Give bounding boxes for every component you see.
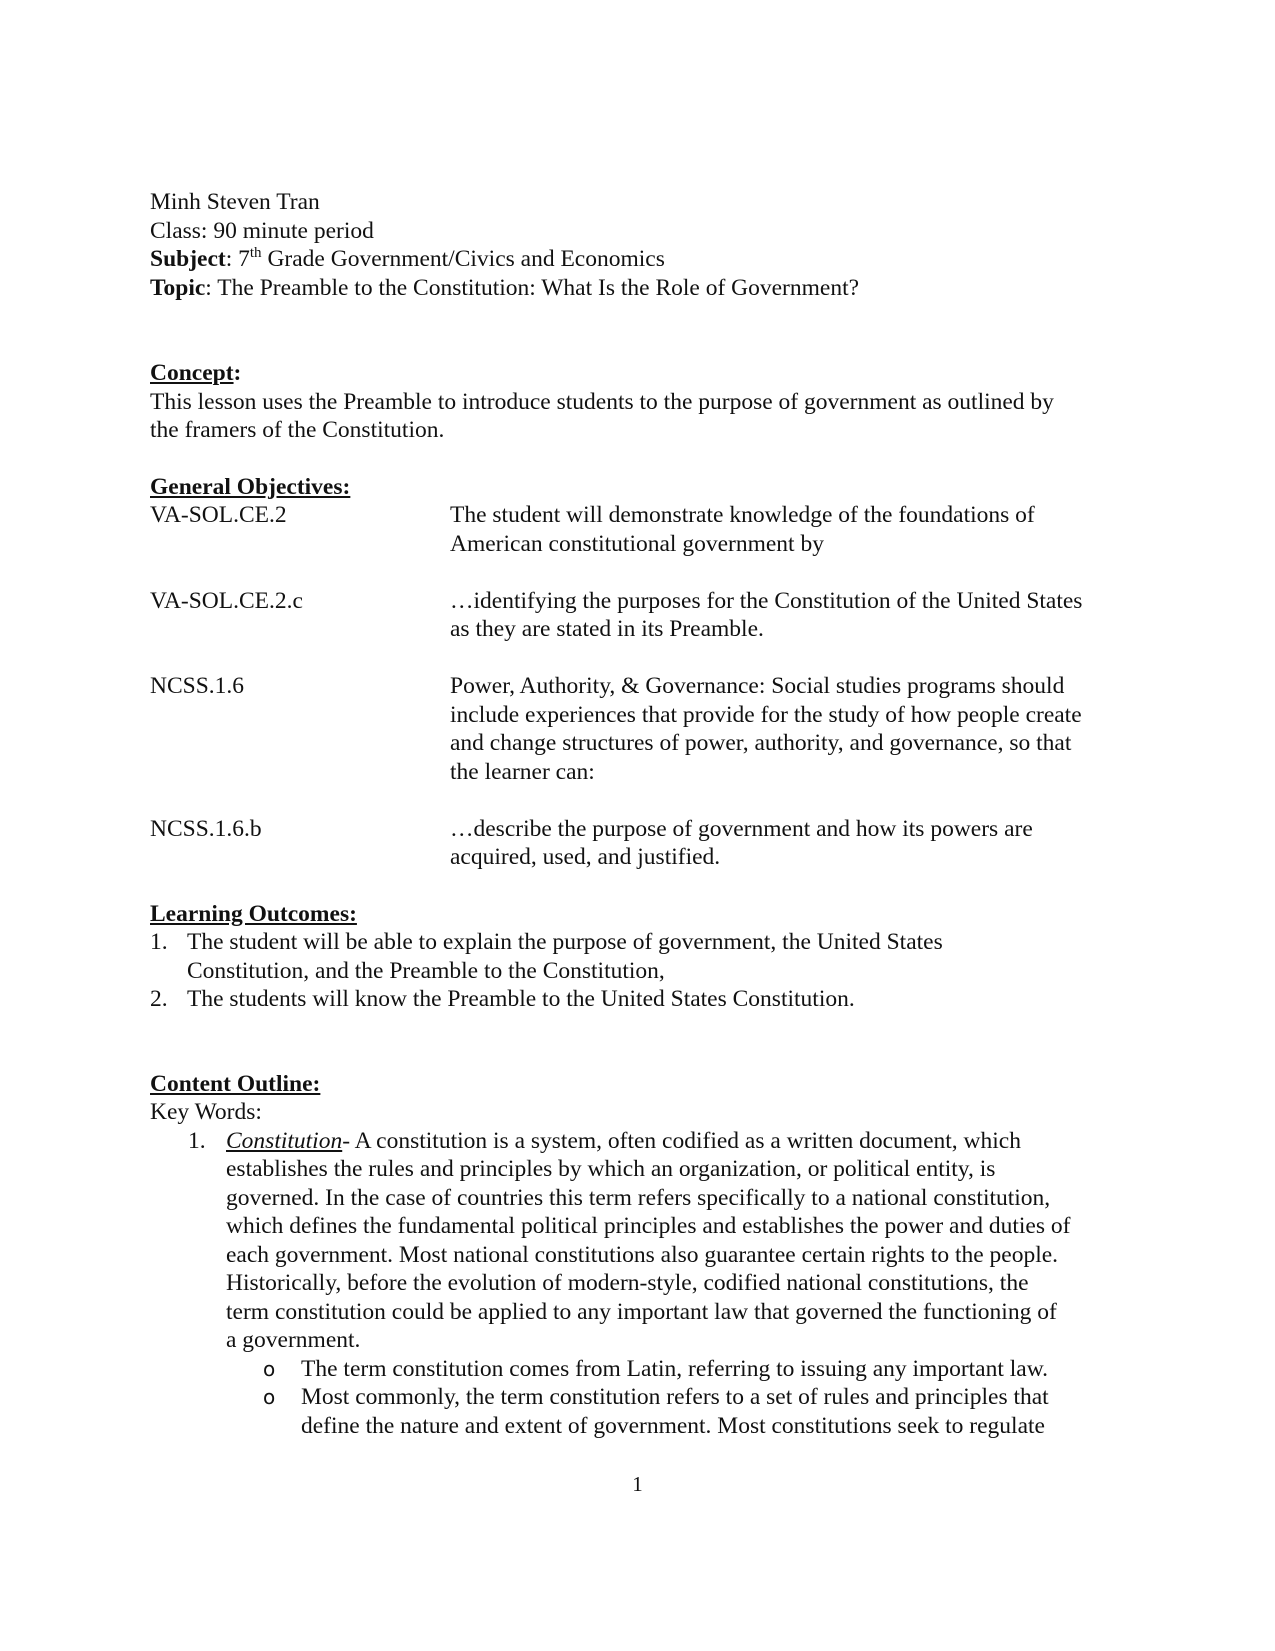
concept-heading: Concept	[150, 360, 234, 386]
concept-heading-colon: :	[233, 360, 242, 386]
objective-row	[150, 672, 1140, 786]
sub-bullet-item	[263, 1355, 1140, 1384]
definition-line: term constitution could be applied to any important law that governed the functioning of	[226, 1298, 1057, 1325]
objective-text	[450, 672, 1140, 786]
subject-label: Subject	[150, 246, 226, 272]
objective-code: VA-SOL.CE.2.c	[150, 587, 303, 614]
key-word-number: 1.	[188, 1127, 206, 1154]
objective-text-line: acquired, used, and justified.	[450, 844, 721, 870]
objective-text-line: Power, Authority, & Governance: Social studies programs should	[450, 673, 1065, 699]
objective-code: NCSS.1.6.b	[150, 815, 262, 842]
list-item-line: The student will be able to explain the purpose of government, the United States	[187, 929, 943, 955]
objective-text-line: the learner can:	[450, 758, 595, 785]
objective-text	[450, 501, 1140, 558]
objective-text-line: as they are stated in its Preamble.	[450, 616, 764, 642]
topic-label: Topic	[150, 274, 206, 301]
list-item-number: 1.	[150, 929, 168, 955]
subject-grade-number: 7	[238, 246, 250, 272]
objective-text-line: and change structures of power, authority, and governance, so that	[450, 730, 1072, 756]
page-number: 1	[632, 1472, 643, 1496]
key-words-label: Key Words:	[150, 1099, 262, 1125]
list-item-line: Constitution, and the Preamble to the Constitution,	[187, 957, 665, 984]
objective-text-line: include experiences that provide for the study of how people create	[450, 701, 1082, 728]
key-word-term: Constitution	[226, 1127, 343, 1154]
key-word-first-line	[226, 1127, 1140, 1156]
learning-outcomes-list	[150, 928, 1140, 1014]
list-item	[150, 928, 1140, 985]
bullet-glyph: o	[263, 1385, 276, 1409]
bullet-glyph: o	[263, 1356, 276, 1381]
definition-line: establishes the rules and principles by which an organization, or political entity, is	[226, 1156, 996, 1182]
definition-line: a government.	[226, 1327, 361, 1353]
objective-text-line: …identifying the purposes for the Constitution of the United States	[450, 587, 1083, 614]
subject-grade-suffix: th	[249, 245, 262, 261]
sub-bullet-line: The term constitution comes from Latin, referring to issuing any important law.	[301, 1355, 1049, 1382]
objective-text	[450, 815, 1140, 872]
definition-line: each government. Most national constitutions also guarantee certain rights to the people.	[226, 1241, 1059, 1268]
list-item-text	[187, 928, 1140, 985]
sub-bullet-item	[263, 1383, 1140, 1440]
subject-line: Subject: 7th Grade Government/Civics and Economics	[150, 245, 665, 272]
definition-line: Historically, before the evolution of modern-style, codified national constitutions, the	[226, 1270, 1029, 1296]
objective-text	[450, 587, 1140, 644]
key-words-list	[188, 1127, 1140, 1441]
author-name: Minh Steven Tran	[150, 189, 320, 215]
sub-bullet-line: define the nature and extent of government. Most constitutions seek to regulate	[301, 1412, 1045, 1439]
definition-line: which defines the fundamental political principles and establishes the power and duties of	[226, 1213, 1071, 1239]
topic-line: Topic: The Preamble to the Constitution: What Is the Role of Government?	[150, 274, 860, 301]
key-word-definition	[226, 1127, 1140, 1441]
objective-text-line: …describe the purpose of government and how its powers are	[450, 815, 1033, 842]
topic-value: The Preamble to the Constitution: What Is the Role of Government?	[217, 274, 860, 301]
objective-code: VA-SOL.CE.2	[150, 502, 287, 528]
objective-text-line: The student will demonstrate knowledge of the foundations of	[450, 502, 1035, 528]
objective-row	[150, 587, 1140, 644]
sub-bullet-line: Most commonly, the term constitution refers to a set of rules and principles that	[301, 1384, 1049, 1410]
list-item-number: 2.	[150, 986, 168, 1012]
definition-line: governed. In the case of countries this term refers specifically to a national constitution,	[226, 1184, 1051, 1211]
objectives-list	[150, 501, 1140, 872]
subject-value: Grade Government/Civics and Economics	[261, 246, 665, 272]
objective-code: NCSS.1.6	[150, 673, 245, 699]
concept-text-line: the framers of the Constitution.	[150, 417, 445, 443]
sub-bullet-list	[263, 1355, 1140, 1441]
list-item	[150, 985, 1140, 1014]
document-page	[150, 188, 1140, 1440]
objective-row	[150, 815, 1140, 872]
list-item-text	[187, 985, 1140, 1014]
general-objectives-heading: General Objectives:	[150, 473, 351, 500]
concept-heading-line	[150, 359, 1140, 388]
sub-bullet-text	[301, 1355, 1140, 1384]
concept-text-line: This lesson uses the Preamble to introduce students to the purpose of government as outlined by	[150, 388, 1054, 415]
key-word-definition-start: - A constitution is a system, often codified as a written document, which	[342, 1127, 1021, 1154]
content-outline-heading: Content Outline:	[150, 1070, 321, 1097]
objective-text-line: American constitutional government by	[450, 530, 824, 557]
key-word-item	[188, 1127, 1140, 1441]
list-item-line: The students will know the Preamble to the United States Constitution.	[187, 986, 855, 1012]
class-line: Class: 90 minute period	[150, 217, 374, 244]
sub-bullet-text	[301, 1383, 1140, 1440]
objective-row	[150, 501, 1140, 558]
learning-outcomes-heading: Learning Outcomes:	[150, 900, 357, 927]
